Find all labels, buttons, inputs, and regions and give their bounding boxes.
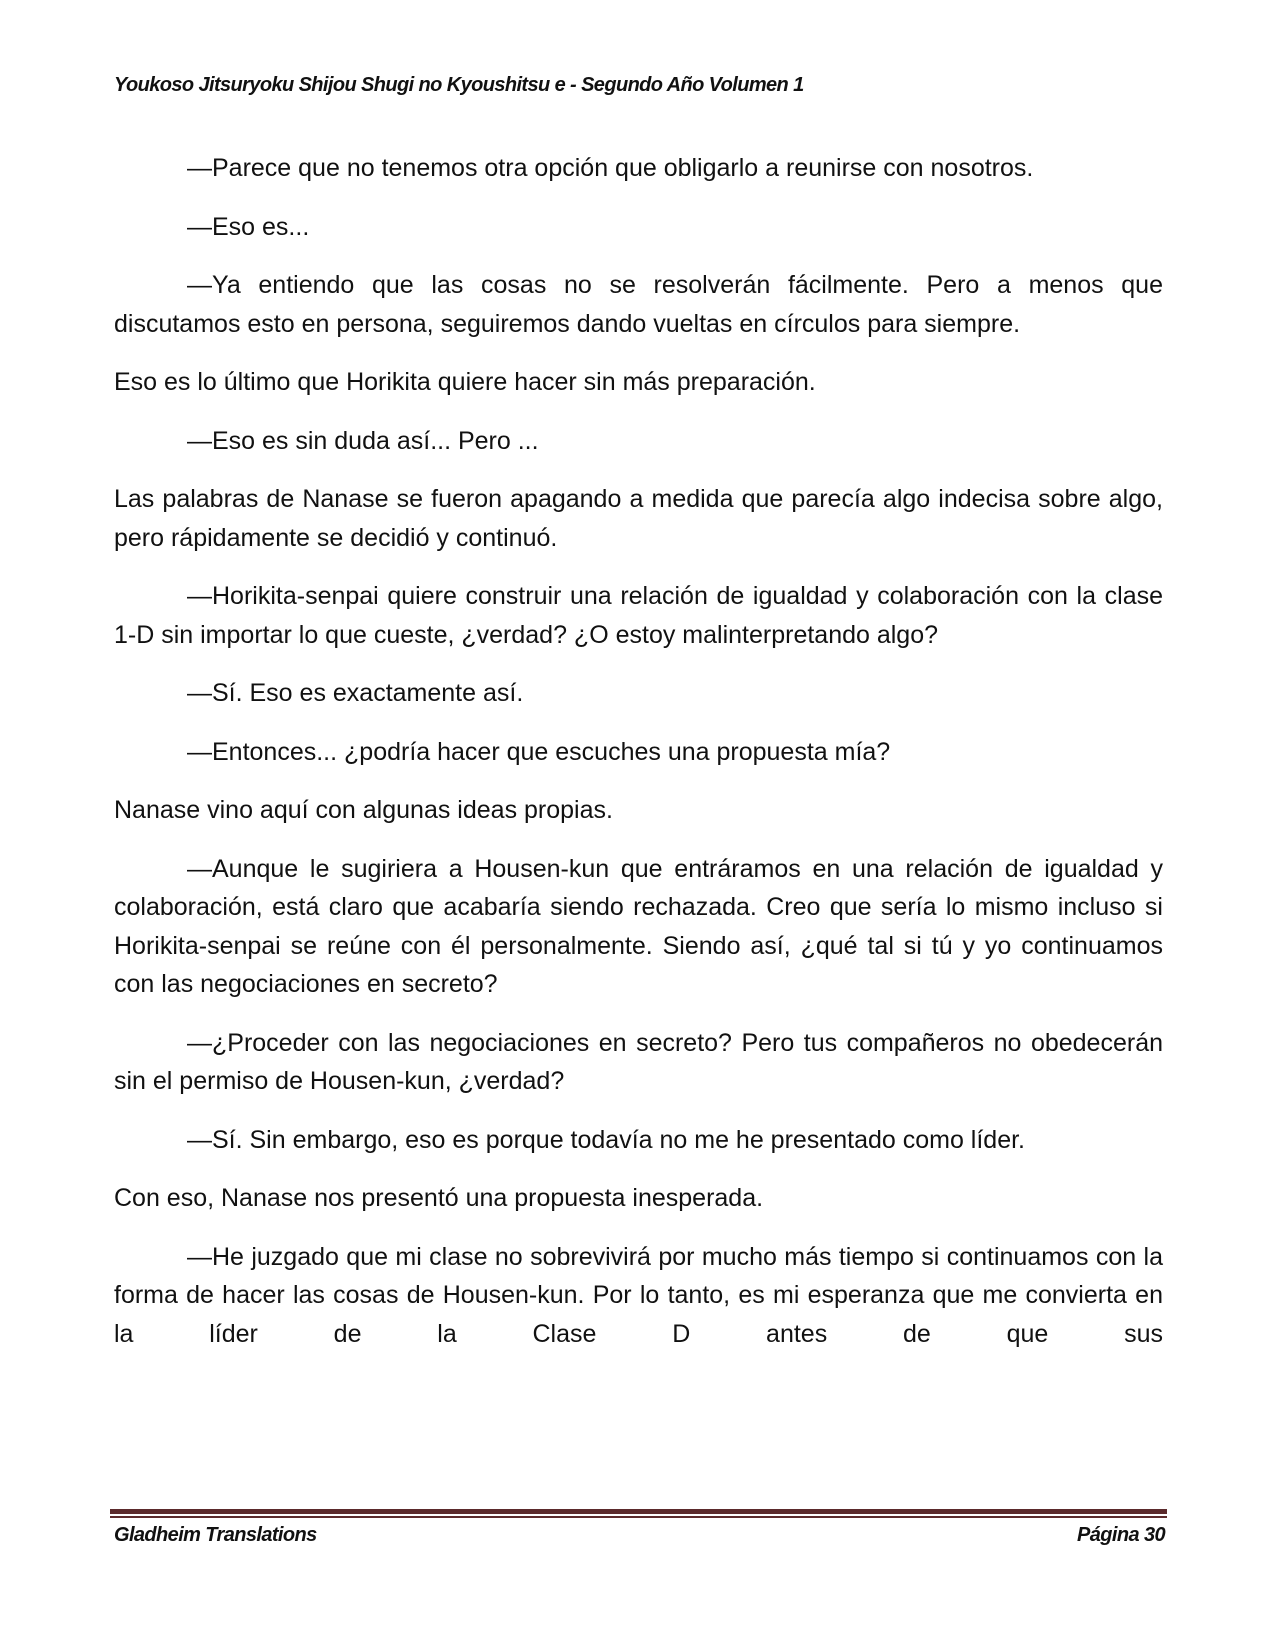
paragraph: —Eso es...: [187, 212, 310, 241]
paragraph: —Ya entiendo que las cosas no se resolverán fácilmente. Pero a menos que discutamos esto en persona, seguiremos dando vueltas en círculos para siempre.: [114, 271, 1163, 338]
page-body: [114, 149, 1163, 1373]
footer-rule-thick: [110, 1509, 1167, 1514]
footer-rule-thin: [110, 1516, 1167, 1518]
footer-page-number: Página 30: [1077, 1524, 1165, 1546]
footer-translator: Gladheim Translations: [114, 1524, 317, 1546]
paragraph: —Entonces... ¿podría hacer que escuches una propuesta mía?: [187, 737, 891, 766]
paragraph: Nanase vino aquí con algunas ideas propias.: [114, 796, 613, 824]
paragraph: Eso es lo último que Horikita quiere hacer sin más preparación.: [114, 368, 816, 396]
paragraph: Con eso, Nanase nos presentó una propuesta inesperada.: [114, 1184, 764, 1212]
paragraph: —Aunque le sugiriera a Housen-kun que entráramos en una relación de igualdad y colaboración, está claro que acabaría siendo rechazada. Creo que sería lo mismo incluso si Horikita-senpai se reúne con él personalmente. Siendo así, ¿qué tal si tú y yo continuamos con las negociaciones en secreto?: [114, 854, 1163, 998]
paragraph: —¿Proceder con las negociaciones en secreto? Pero tus compañeros no obedecerán sin el permiso de Housen-kun, ¿verdad?: [114, 1028, 1163, 1095]
running-header: Youkoso Jitsuryoku Shijou Shugi no Kyoushitsu e - Segundo Año Volumen 1: [114, 74, 804, 96]
paragraph: —Horikita-senpai quiere construir una relación de igualdad y colaboración con la clase 1-D sin importar lo que cueste, ¿verdad? ¿O estoy malinterpretando algo?: [114, 582, 1163, 649]
paragraph: —Eso es sin duda así... Pero ...: [187, 426, 539, 455]
paragraph: —Sí. Sin embargo, eso es porque todavía no me he presentado como líder.: [187, 1125, 1026, 1154]
paragraph: —Sí. Eso es exactamente así.: [187, 679, 524, 707]
paragraph: —He juzgado que mi clase no sobrevivirá por mucho más tiempo si continuamos con la forma de hacer las cosas de Housen-kun. Por lo tanto, es mi esperanza que me convierta en la líder de la Clase D antes de que sus: [114, 1242, 1163, 1348]
paragraph: —Parece que no tenemos otra opción que obligarlo a reunirse con nosotros.: [187, 154, 1034, 182]
paragraph: Las palabras de Nanase se fueron apagando a medida que parecía algo indecisa sobre algo, pero rápidamente se decidió y continuó.: [114, 485, 1163, 552]
